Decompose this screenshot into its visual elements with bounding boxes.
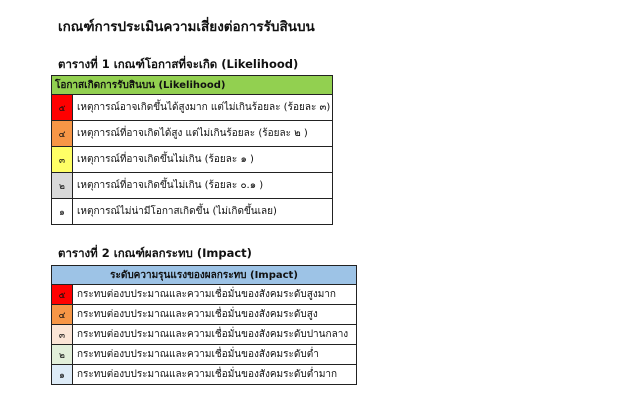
impact-table — [51, 265, 357, 385]
likelihood-row-2 — [52, 173, 333, 199]
impact-row-3 — [52, 325, 357, 345]
likelihood-desc-2: เหตุการณ์ที่อาจเกิดขึ้นไม่เกิน (ร้อยละ ๐.๑ ) — [73, 173, 333, 199]
likelihood-level-2: ๒ — [52, 173, 73, 199]
impact-header: ระดับความรุนแรงของผลกระทบ (Impact) — [52, 266, 357, 285]
likelihood-desc-4: เหตุการณ์ที่อาจเกิดได้สูง แต่ไม่เกินร้อยละ (ร้อยละ ๒ ) — [73, 121, 333, 147]
likelihood-row-4 — [52, 121, 333, 147]
likelihood-row-3 — [52, 147, 333, 173]
impact-header-row — [52, 266, 357, 285]
likelihood-table-caption: ตารางที่ 1 เกณฑ์โอกาสที่จะเกิด (Likelihood) — [58, 57, 299, 71]
likelihood-header-row — [52, 76, 333, 95]
likelihood-desc-5: เหตุการณ์อาจเกิดขึ้นได้สูงมาก แต่ไม่เกินร้อยละ (ร้อยละ ๓) — [73, 95, 333, 121]
likelihood-row-5 — [52, 95, 333, 121]
impact-level-5: ๕ — [52, 285, 73, 305]
page-title: เกณฑ์การประเมินความเสี่ยงต่อการรับสินบน — [58, 19, 315, 35]
impact-desc-3: กระทบต่องบประมาณและความเชื่อมั่นของสังคมระดับปานกลาง — [73, 325, 357, 345]
impact-table-caption: ตารางที่ 2 เกณฑ์ผลกระทบ (Impact) — [58, 246, 252, 260]
likelihood-desc-1: เหตุการณ์ไม่น่ามีโอกาสเกิดขึ้น (ไม่เกิดขึ้นเลย) — [73, 199, 333, 225]
likelihood-level-3: ๓ — [52, 147, 73, 173]
impact-row-1 — [52, 365, 357, 385]
impact-level-2: ๒ — [52, 345, 73, 365]
likelihood-table — [51, 75, 333, 225]
likelihood-header: โอกาสเกิดการรับสินบน (Likelihood) — [52, 76, 333, 95]
impact-level-3: ๓ — [52, 325, 73, 345]
impact-row-2 — [52, 345, 357, 365]
likelihood-level-1: ๑ — [52, 199, 73, 225]
likelihood-row-1 — [52, 199, 333, 225]
likelihood-level-4: ๔ — [52, 121, 73, 147]
impact-level-4: ๔ — [52, 305, 73, 325]
likelihood-desc-3: เหตุการณ์ที่อาจเกิดขึ้นไม่เกิน (ร้อยละ ๑ ) — [73, 147, 333, 173]
likelihood-level-5: ๕ — [52, 95, 73, 121]
impact-desc-5: กระทบต่องบประมาณและความเชื่อมั่นของสังคมระดับสูงมาก — [73, 285, 357, 305]
impact-desc-2: กระทบต่องบประมาณและความเชื่อมั่นของสังคมระดับต่ำ — [73, 345, 357, 365]
impact-row-4 — [52, 305, 357, 325]
impact-level-1: ๑ — [52, 365, 73, 385]
impact-row-5 — [52, 285, 357, 305]
impact-desc-1: กระทบต่องบประมาณและความเชื่อมั่นของสังคมระดับต่ำมาก — [73, 365, 357, 385]
impact-desc-4: กระทบต่องบประมาณและความเชื่อมั่นของสังคมระดับสูง — [73, 305, 357, 325]
